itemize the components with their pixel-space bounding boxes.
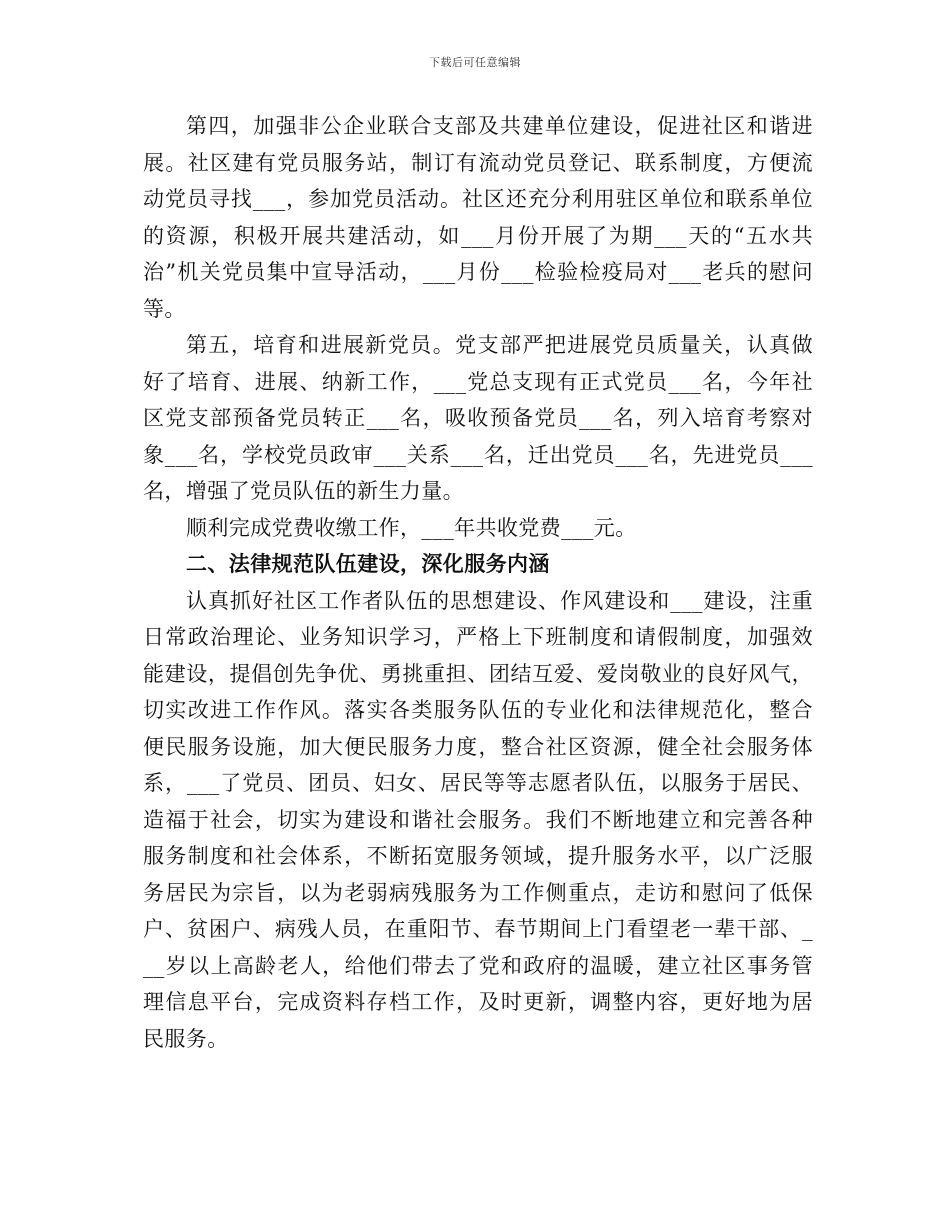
paragraph-line: 造福于社会，切实为建设和谐社会服务。我们不断地建立和完善各种 xyxy=(143,807,813,832)
paragraph-line: 户、贫困户、病残人员，在重阳节、春节期间上门看望老一辈干部、_ xyxy=(143,917,813,941)
paragraph-line: 区党支部预备党员转正___名，吸收预备党员___名，列入培育考察对 xyxy=(143,406,813,430)
paragraph-line: 好了培育、进展、纳新工作，___党总支现有正式党员___名，今年社 xyxy=(143,369,813,394)
paragraph-line: 治”机关党员集中宣导活动，___月份___检验检疫局对___老兵的慰问 xyxy=(143,260,813,284)
paragraph-line: 民服务。 xyxy=(143,1026,229,1051)
paragraph-line: 理信息平台，完成资料存档工作，及时更新，调整内容，更好地为居 xyxy=(143,990,813,1014)
paragraph-line: __岁以上高龄老人，给他们带去了党和政府的温暖，建立社区事务管 xyxy=(143,953,813,978)
paragraph-line: 认真抓好社区工作者队伍的思想建设、作风建设和___建设，注重 xyxy=(186,588,813,613)
paragraph-line: 日常政治理论、业务知识学习，严格上下班制度和请假制度，加强效 xyxy=(143,625,813,649)
paragraph-line: 顺利完成党费收缴工作，___年共收党费___元。 xyxy=(186,515,637,540)
paragraph-line: 服务制度和社会体系，不断拓宽服务领域，提升服务水平，以广泛服 xyxy=(143,844,813,868)
paragraph-line: 务居民为宗旨，以为老弱病残服务为工作侧重点，走访和慰问了低保 xyxy=(143,880,813,905)
paragraph-line: 等。 xyxy=(143,296,186,321)
paragraph-line: 象___名，学校党员政审___关系___名，迁出党员___名，先进党员___ xyxy=(143,442,813,467)
paragraph-line: 切实改进工作作风。落实各类服务队伍的专业化和法律规范化，整合 xyxy=(143,698,813,722)
section-heading: 二、法律规范队伍建设，深化服务内涵 xyxy=(186,551,550,576)
paragraph-line: 能建设，提倡创先争优、勇挑重担、团结互爱、爱岗敬业的良好风气， xyxy=(143,661,813,686)
document-body xyxy=(143,108,813,1057)
paragraph-line: 动党员寻找___，参加党员活动。社区还充分利用驻区单位和联系单位 xyxy=(143,187,813,211)
paragraph-line: 的资源，积极开展共建活动，如___月份开展了为期___天的“五水共 xyxy=(143,223,813,248)
paragraph-line: 第四，加强非公企业联合支部及共建单位建设，促进社区和谐进 xyxy=(186,114,813,138)
paragraph-line: 便民服务设施，加大便民服务力度，整合社区资源，健全社会服务体 xyxy=(143,734,813,759)
page-header: 下载后可任意编辑 xyxy=(429,56,521,69)
paragraph-line: 系，___了党员、团员、妇女、居民等等志愿者队伍，以服务于居民、 xyxy=(143,771,813,795)
paragraph-line: 展。社区建有党员服务站，制订有流动党员登记、联系制度，方便流 xyxy=(143,150,813,175)
paragraph-line: 第五，培育和进展新党员。党支部严把进展党员质量关，认真做 xyxy=(186,333,813,357)
paragraph-line: 名，增强了党员队伍的新生力量。 xyxy=(143,479,464,503)
